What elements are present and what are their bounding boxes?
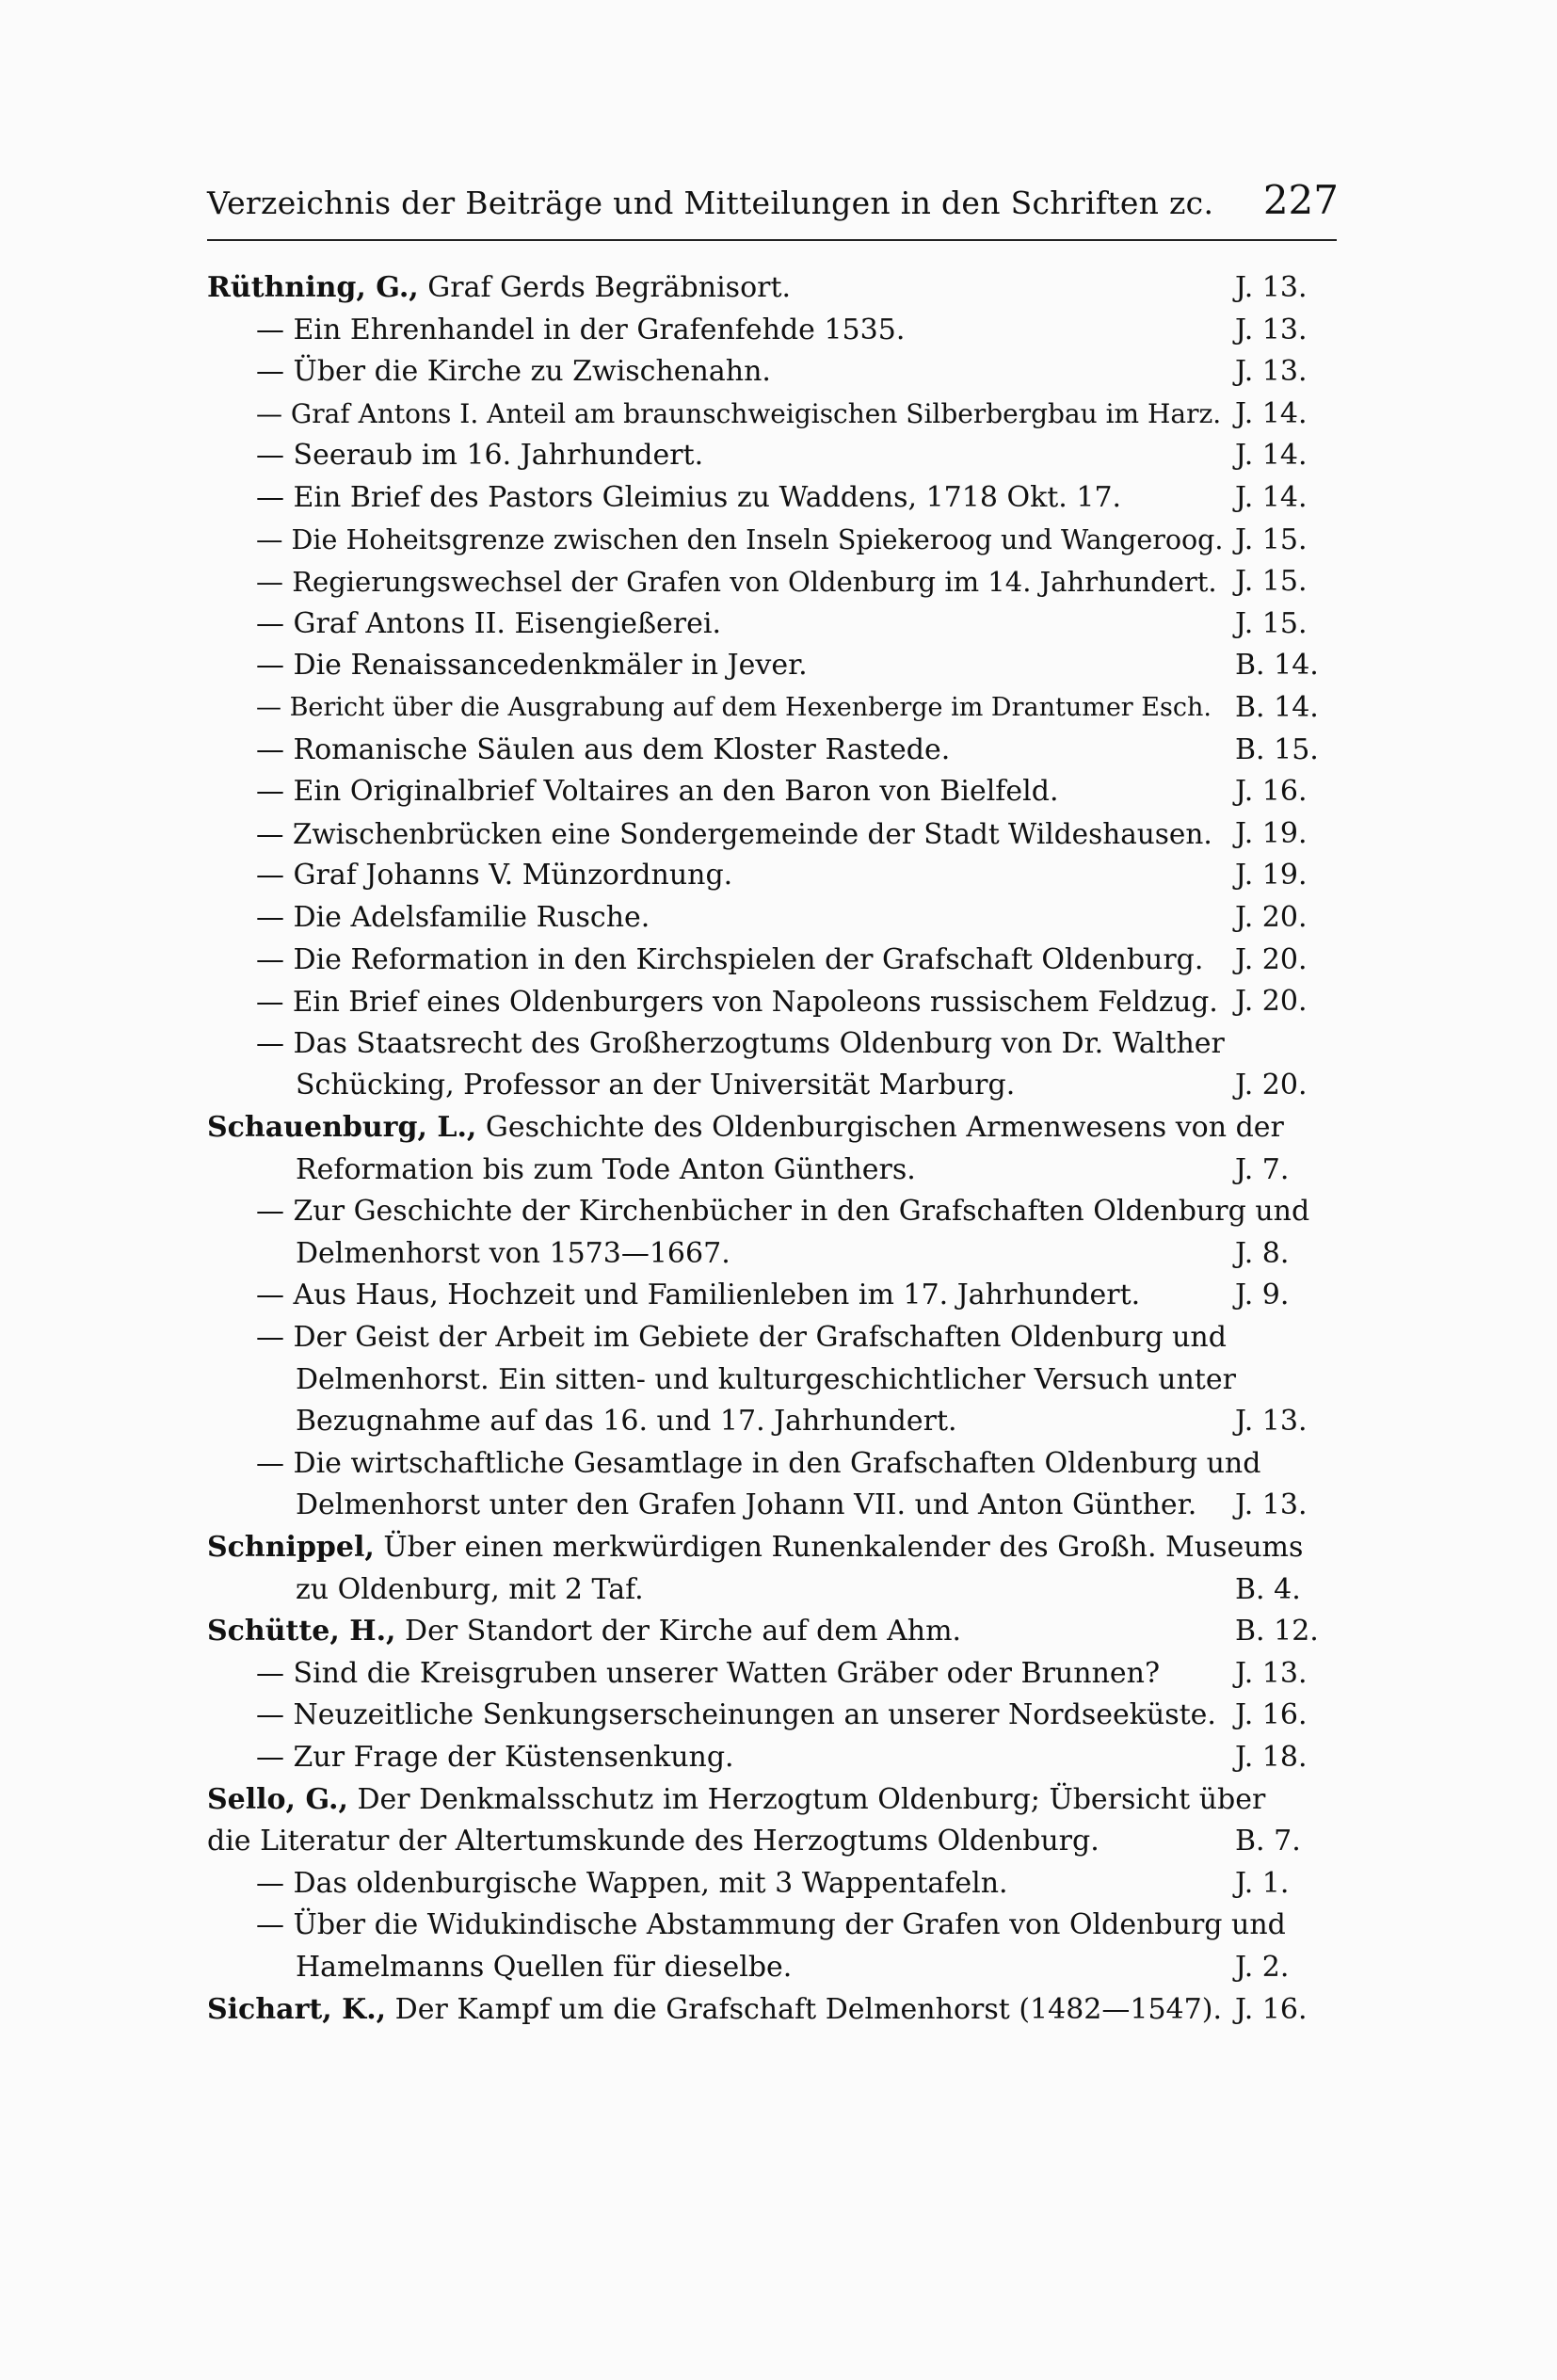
entry-reference: J. 14. [1235, 481, 1308, 514]
entry-text [256, 855, 732, 896]
entry-line [0, 1653, 1557, 1695]
entry-author: Schütte, H., [207, 1615, 396, 1648]
entry-title: — Der Geist der Arbeit im Gebiete der Grafschaften Oldenburg und [256, 1321, 1227, 1354]
entry-text [256, 1737, 734, 1778]
entry-title: — Die Renaissancedenkmäler in Jever. [256, 649, 808, 682]
entry-text [207, 1107, 1284, 1149]
entry-reference: J. 13. [1235, 355, 1308, 388]
entry-line [0, 1443, 1557, 1485]
entry-text [256, 603, 721, 645]
entry-title: — Sind die Kreisgruben unserer Watten Gräber oder Brunnen? [256, 1657, 1161, 1690]
entry-title: — Zwischenbrücken eine Sondergemeinde der Stadt Wildeshausen. [256, 818, 1212, 850]
entry-line [0, 267, 1557, 309]
entry-author: Schnippel, [207, 1531, 375, 1564]
entry-line [0, 435, 1557, 476]
entry-text [256, 1905, 1286, 1946]
entry-reference: J. 15. [1235, 607, 1308, 640]
entry-text [296, 1359, 1236, 1401]
entry-reference: J. 9. [1235, 1278, 1290, 1311]
entry-text [207, 1527, 1303, 1568]
entry-title: — Die Hoheitsgrenze zwischen den Inseln Spiekeroog und Wangeroog. [256, 524, 1224, 555]
entry-text [296, 1233, 730, 1275]
entry-text [256, 1863, 1008, 1905]
entry-text [296, 1947, 792, 1988]
entry-author: Rüthning, G., [207, 271, 419, 304]
entry-text [207, 1821, 1100, 1862]
entry-reference: B. 7. [1235, 1825, 1301, 1857]
entry-line [0, 1989, 1557, 2031]
entry-line [0, 1107, 1557, 1149]
entry-reference: J. 16. [1235, 1698, 1308, 1731]
entry-reference: J. 13. [1235, 1657, 1308, 1690]
entry-text [256, 940, 1203, 981]
entry-line [0, 1863, 1557, 1905]
entry-author: Sichart, K., [207, 1993, 387, 2026]
entry-title: — Graf Johanns V. Münzordnung. [256, 859, 733, 892]
entry-text [256, 351, 771, 393]
entry-title: die Literatur der Altertumskunde des Herzogtums Oldenburg. [207, 1825, 1100, 1857]
entry-reference: J. 7. [1235, 1153, 1290, 1186]
entry-reference: J. 15. [1235, 565, 1308, 598]
entry-text [256, 897, 650, 939]
entry-line [0, 645, 1557, 686]
entry-text [256, 477, 1121, 519]
entry-line [0, 1191, 1557, 1232]
entry-line [0, 1023, 1557, 1065]
entry-reference: B. 14. [1235, 691, 1319, 724]
entry-title: — Ein Brief des Pastors Gleimius zu Waddens, 1718 Okt. 17. [256, 481, 1122, 514]
entry-title: Delmenhorst unter den Grafen Johann VII. und Anton Günther. [296, 1488, 1197, 1521]
entry-text [256, 730, 950, 771]
entry-title: Bezugnahme auf das 16. und 17. Jahrhundert. [296, 1405, 957, 1438]
entry-title: Geschichte des Oldenburgischen Armenwesens von der [485, 1111, 1284, 1144]
entry-text [256, 645, 808, 686]
entry-text [256, 1443, 1260, 1485]
entry-text [296, 1401, 957, 1442]
entry-title: — Das oldenburgische Wappen, mit 3 Wappentafeln. [256, 1867, 1008, 1900]
entry-title: — Bericht über die Ausgrabung auf dem Hexenberge im Drantumer Esch. [256, 693, 1212, 722]
entry-title: — Ein Originalbrief Voltaires an den Baron von Bielfeld. [256, 775, 1059, 808]
entry-text [256, 1023, 1225, 1065]
entry-reference: J. 18. [1235, 1741, 1308, 1774]
entry-text [256, 813, 1212, 855]
entry-reference: J. 20. [1235, 943, 1308, 976]
entry-line [0, 1737, 1557, 1778]
entry-reference: J. 15. [1235, 523, 1308, 556]
entry-reference: J. 20. [1235, 1069, 1308, 1102]
entry-line [0, 1065, 1557, 1106]
entry-reference: B. 15. [1235, 733, 1319, 766]
entry-line [0, 1401, 1557, 1442]
entry-reference: J. 13. [1235, 314, 1308, 346]
entry-reference: B. 14. [1235, 649, 1319, 682]
entry-reference: J. 20. [1235, 901, 1308, 934]
entry-line [0, 730, 1557, 771]
entry-text [256, 520, 1223, 561]
entry-line [0, 1821, 1557, 1862]
entry-title: Über einen merkwürdigen Runenkalender des Großh. Museums [383, 1531, 1304, 1564]
entry-title: Delmenhorst von 1573—1667. [296, 1237, 730, 1270]
entry-reference: J. 13. [1235, 1488, 1308, 1521]
entry-title: — Ein Ehrenhandel in der Grafenfehde 1535. [256, 314, 906, 346]
entry-line [0, 1359, 1557, 1401]
entry-title: zu Oldenburg, mit 2 Taf. [296, 1573, 644, 1606]
entry-text [207, 1779, 1265, 1821]
entry-reference: J. 14. [1235, 439, 1308, 472]
entry-title: Schücking, Professor an der Universität Marburg. [296, 1069, 1016, 1102]
entry-title: — Die Adelsfamilie Rusche. [256, 901, 650, 934]
entry-title: Der Standort der Kirche auf dem Ahm. [405, 1615, 962, 1648]
entry-reference: J. 1. [1235, 1867, 1290, 1900]
entry-line [0, 940, 1557, 981]
entry-line [0, 351, 1557, 393]
entry-title: — Neuzeitliche Senkungserscheinungen an unserer Nordseeküste. [256, 1698, 1216, 1731]
entry-line [0, 561, 1557, 603]
page-number: 227 [1262, 177, 1339, 223]
entry-reference: J. 13. [1235, 1405, 1308, 1438]
entry-title: — Über die Widukindische Abstammung der Grafen von Oldenburg und [256, 1908, 1286, 1941]
entry-line [0, 520, 1557, 561]
entry-line [0, 1779, 1557, 1821]
entry-line [0, 603, 1557, 645]
entry-reference: B. 12. [1235, 1615, 1319, 1648]
entry-reference: B. 4. [1235, 1573, 1301, 1606]
entry-title: — Graf Antons I. Anteil am braunschweigischen Silberbergbau im Harz. [256, 398, 1222, 429]
entry-text [296, 1150, 916, 1191]
entry-title: — Zur Geschichte der Kirchenbücher in den Grafschaften Oldenburg und [256, 1195, 1310, 1228]
entry-title: — Die Reformation in den Kirchspielen der Grafschaft Oldenburg. [256, 943, 1204, 976]
entry-title: — Zur Frage der Küstensenkung. [256, 1741, 734, 1774]
entry-text [207, 1611, 961, 1652]
entry-reference: J. 14. [1235, 397, 1308, 430]
entry-text [256, 1695, 1216, 1736]
entry-line [0, 394, 1557, 435]
entry-text [296, 1065, 1015, 1106]
entry-text [256, 687, 1212, 729]
entry-reference: J. 20. [1235, 985, 1308, 1018]
entry-title: — Das Staatsrecht des Großherzogtums Oldenburg von Dr. Walther [256, 1027, 1225, 1060]
entry-line [0, 1485, 1557, 1526]
entry-line [0, 1275, 1557, 1316]
entry-title: Der Denkmalsschutz im Herzogtum Oldenburg; Übersicht über [357, 1783, 1266, 1816]
entry-line [0, 1905, 1557, 1946]
entry-text [207, 267, 791, 309]
entry-title: — Graf Antons II. Eisengießerei. [256, 607, 722, 640]
entry-reference: J. 19. [1235, 817, 1308, 850]
entry-title: Graf Gerds Begräbnisort. [427, 271, 792, 304]
entry-text [256, 310, 905, 351]
entry-text [296, 1569, 644, 1611]
entry-title: Hamelmanns Quellen für dieselbe. [296, 1951, 793, 1984]
entry-title: Der Kampf um die Grafschaft Delmenhorst (1482—1547). [394, 1993, 1222, 2026]
entry-text [256, 1191, 1309, 1232]
entry-line [0, 1569, 1557, 1611]
entry-line [0, 1527, 1557, 1568]
entry-title: — Über die Kirche zu Zwischenahn. [256, 355, 771, 388]
entry-reference: J. 16. [1235, 1993, 1308, 2026]
entry-line [0, 1695, 1557, 1736]
entry-line [0, 1150, 1557, 1191]
entry-title: — Die wirtschaftliche Gesamtlage in den Grafschaften Oldenburg und [256, 1447, 1261, 1480]
entry-line [0, 981, 1557, 1022]
entry-reference: J. 19. [1235, 859, 1308, 892]
entry-line [0, 1947, 1557, 1988]
entry-reference: J. 13. [1235, 271, 1308, 304]
entry-line [0, 310, 1557, 351]
entry-text [256, 394, 1221, 435]
entry-line [0, 1317, 1557, 1359]
entry-title: — Seeraub im 16. Jahrhundert. [256, 439, 704, 472]
entry-title: — Aus Haus, Hochzeit und Familienleben im 17. Jahrhundert. [256, 1278, 1141, 1311]
entry-title: — Regierungswechsel der Grafen von Oldenburg im 14. Jahrhundert. [256, 566, 1217, 598]
entry-text [256, 771, 1058, 812]
entry-reference: J. 16. [1235, 775, 1308, 808]
entry-line [0, 1233, 1557, 1275]
entry-title: — Ein Brief eines Oldenburgers von Napoleons russischem Feldzug. [256, 986, 1218, 1018]
entry-text [256, 435, 703, 476]
entry-line [0, 477, 1557, 519]
entry-title: Reformation bis zum Tode Anton Günthers. [296, 1153, 916, 1186]
entry-author: Schauenburg, L., [207, 1111, 477, 1144]
entry-author: Sello, G., [207, 1783, 348, 1816]
entry-line [0, 771, 1557, 812]
entry-line [0, 1611, 1557, 1652]
entry-line [0, 897, 1557, 939]
entry-line [0, 855, 1557, 896]
entry-text [256, 981, 1218, 1022]
entry-text [256, 1317, 1227, 1359]
entry-line [0, 813, 1557, 855]
entry-text [207, 1989, 1222, 2031]
entry-title: Delmenhorst. Ein sitten- und kulturgeschichtlicher Versuch unter [296, 1363, 1236, 1396]
entry-reference: J. 8. [1235, 1237, 1290, 1270]
header-title: Verzeichnis der Beiträge und Mitteilungen in den Schriften zc. [207, 185, 1214, 221]
entry-text [256, 561, 1217, 603]
entry-text [256, 1275, 1140, 1316]
entry-text [296, 1485, 1196, 1526]
entry-title: — Romanische Säulen aus dem Kloster Rastede. [256, 733, 951, 766]
entry-line [0, 687, 1557, 729]
entry-reference: J. 2. [1235, 1951, 1290, 1984]
entry-text [256, 1653, 1160, 1695]
